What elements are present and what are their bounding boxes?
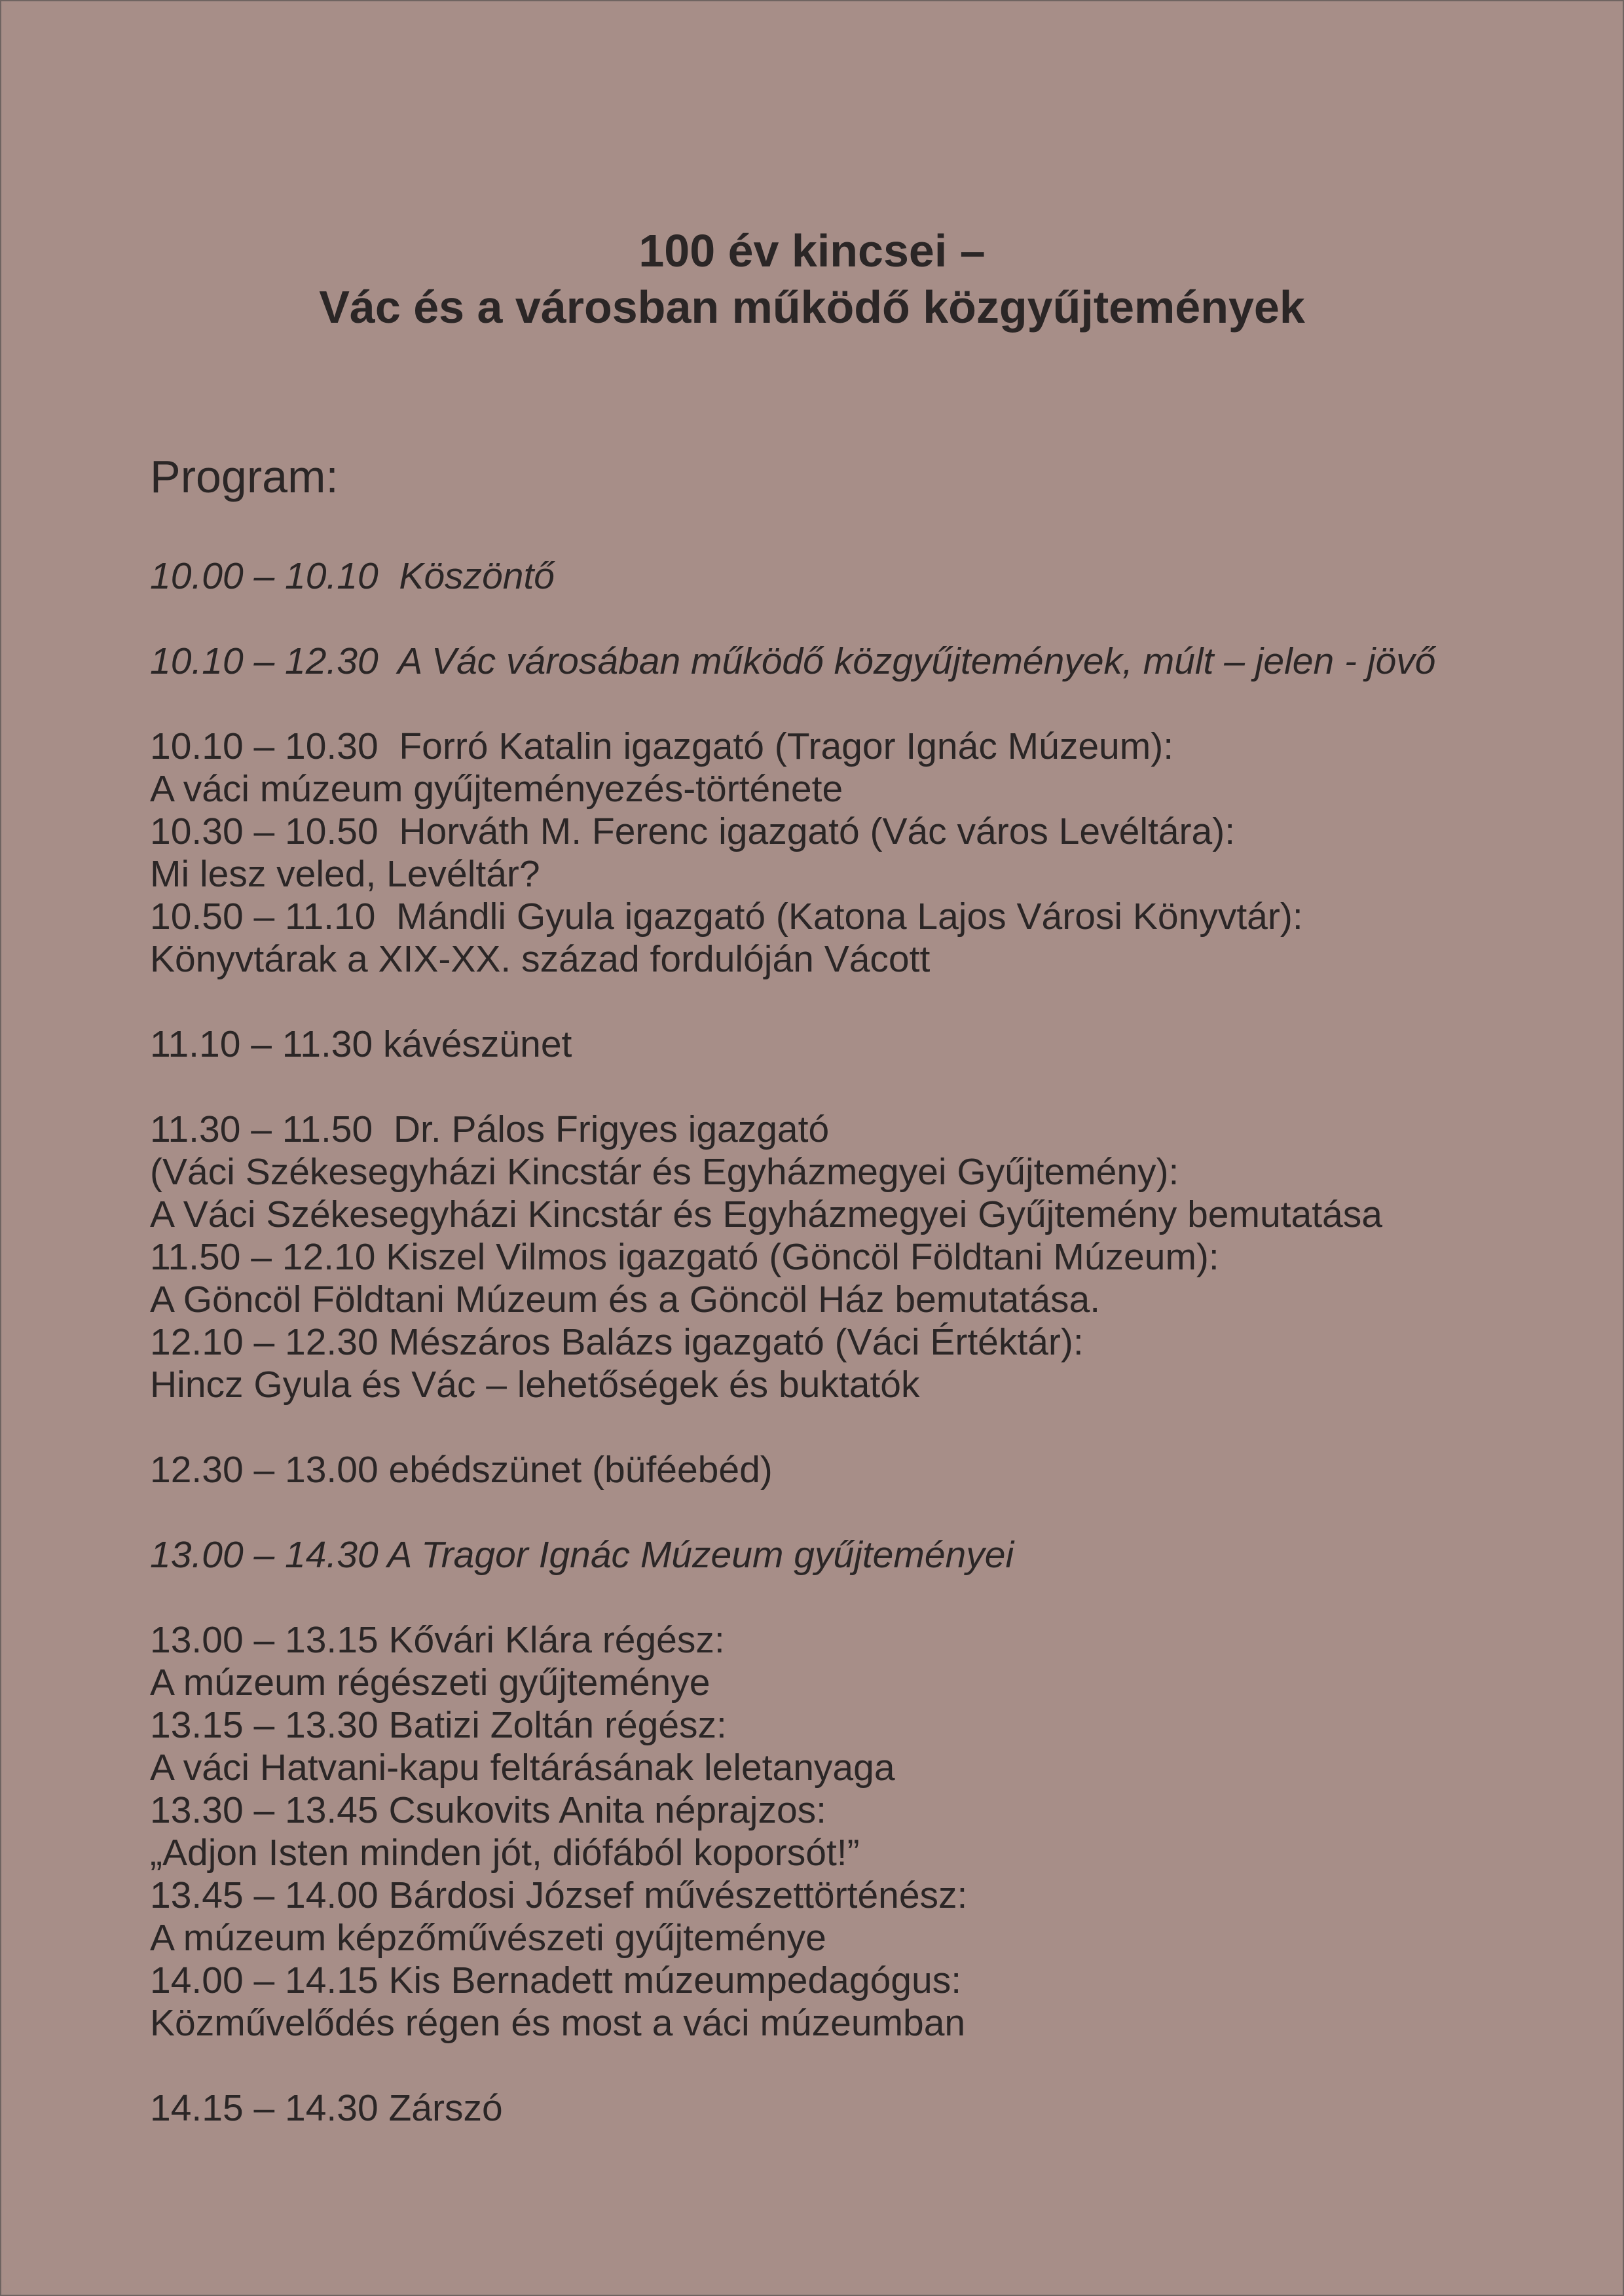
program-block-session-3-title [150, 1534, 1591, 1576]
program-line: 10.30 – 10.50 Horváth M. Ferenc igazgató (Vác város Levéltára): [150, 811, 1236, 852]
program-line: 10.50 – 11.10 Mándli Gyula igazgató (Katona Lajos Városi Könyvtár): [150, 896, 1303, 938]
program-block-session-1-title [150, 640, 1591, 683]
program-block-coffee-break [150, 1023, 1591, 1066]
program-block-welcome [150, 555, 1591, 598]
program-line: 10.00 – 10.10 Köszöntő [150, 555, 555, 597]
program-line: A Váci Székesegyházi Kincstár és Egyházmegyei Gyűjtemény bemutatása [150, 1194, 1382, 1235]
program-line: Hincz Gyula és Vác – lehetőségek és buktatók [150, 1364, 920, 1406]
program-line: „Adjon Isten minden jót, diófából koporsót!” [150, 1832, 860, 1874]
program-list [150, 555, 1591, 2130]
program-line: Mi lesz veled, Levéltár? [150, 853, 540, 895]
program-line: 14.15 – 14.30 Zárszó [150, 2087, 503, 2129]
program-line: 14.00 – 14.15 Kis Bernadett múzeumpedagógus: [150, 1959, 962, 2001]
program-line: A múzeum képzőművészeti gyűjteménye [150, 1917, 826, 1959]
program-line: 13.00 – 14.30 A Tragor Ignác Múzeum gyűjteményei [150, 1534, 1014, 1576]
program-line: (Váci Székesegyházi Kincstár és Egyházmegyei Gyűjtemény): [150, 1151, 1179, 1193]
program-block-session-2-talks [150, 1108, 1591, 1406]
title-line-2: Vác és a városban működő közgyűjtemények [319, 282, 1305, 333]
program-line: 13.15 – 13.30 Batizi Zoltán régész: [150, 1704, 727, 1746]
program-block-closing [150, 2087, 1591, 2130]
program-line: 13.45 – 14.00 Bárdosi József művészettörténész: [150, 1874, 968, 1916]
program-line: A váci múzeum gyűjteményezés-története [150, 768, 843, 810]
page-title [0, 223, 1624, 335]
title-line-1: 100 év kincsei – [638, 225, 986, 276]
program-line: 12.10 – 12.30 Mészáros Balázs igazgató (Váci Értéktár): [150, 1321, 1084, 1363]
program-block-session-3-talks [150, 1619, 1591, 2045]
program-heading: Program: [150, 451, 339, 502]
program-line: 10.10 – 10.30 Forró Katalin igazgató (Tragor Ignác Múzeum): [150, 725, 1174, 767]
program-line: 13.00 – 13.15 Kővári Klára régész: [150, 1619, 725, 1661]
program-line: 13.30 – 13.45 Csukovits Anita néprajzos: [150, 1789, 826, 1831]
program-line: 10.10 – 12.30 A Vác városában működő közgyűjtemények, múlt – jelen - jövő [150, 640, 1436, 682]
program-line: 11.30 – 11.50 Dr. Pálos Frigyes igazgató [150, 1108, 830, 1150]
program-line: A Göncöl Földtani Múzeum és a Göncöl Ház bemutatása. [150, 1279, 1101, 1321]
program-line: A múzeum régészeti gyűjteménye [150, 1662, 710, 1704]
program-line: Közművelődés régen és most a váci múzeumban [150, 2002, 966, 2044]
program-line: 11.10 – 11.30 kávészünet [150, 1023, 572, 1065]
program-block-session-1-talks [150, 725, 1591, 981]
program-line: Könyvtárak a XIX-XX. század fordulóján Vácott [150, 938, 931, 980]
program-line: 12.30 – 13.00 ebédszünet (büféebéd) [150, 1449, 773, 1491]
program-block-lunch-break [150, 1449, 1591, 1491]
program-line: A váci Hatvani-kapu feltárásának leletanyaga [150, 1747, 895, 1789]
program-line: 11.50 – 12.10 Kiszel Vilmos igazgató (Göncöl Földtani Múzeum): [150, 1236, 1219, 1278]
